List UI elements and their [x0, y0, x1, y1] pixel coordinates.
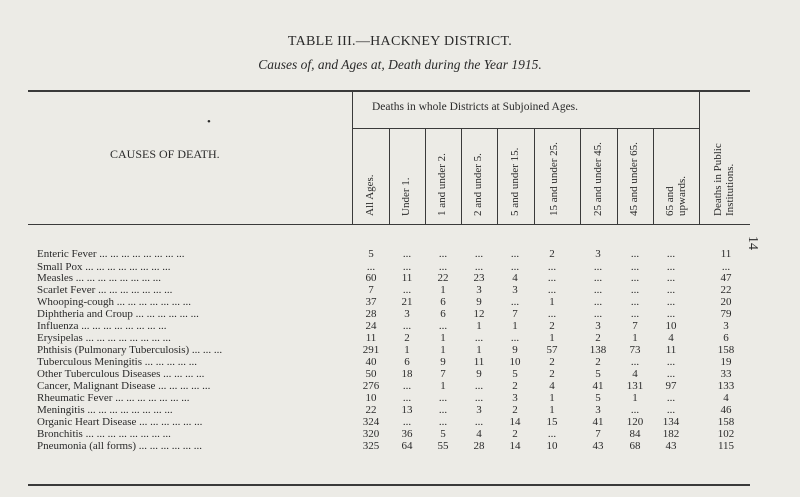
table-cell: 133 [717, 380, 735, 392]
table-cell: 1 [440, 284, 446, 296]
table-cell: 3 [512, 284, 518, 296]
table-cell: 2 [512, 380, 518, 392]
table-cell: ... [666, 368, 676, 380]
cause-label: Small Pox ... ... ... ... ... ... ... ... [37, 261, 171, 273]
table-cell: ... [547, 272, 557, 284]
table-cell: 6 [404, 356, 410, 368]
table-cell: 3 [512, 392, 518, 404]
table-row [0, 440, 800, 452]
table-cell: 6 [723, 332, 729, 344]
table-cell: 41 [592, 416, 604, 428]
table-cell: 64 [401, 440, 413, 452]
col-header-25-45: 25 and under 45. [592, 142, 604, 216]
table-cell: ... [402, 320, 412, 332]
table-cell: 1 [549, 404, 555, 416]
public-column-rule [699, 91, 700, 225]
table-cell: 7 [440, 368, 446, 380]
table-cell: 79 [720, 308, 732, 320]
table-cell: 9 [440, 356, 446, 368]
table-cell: 10 [546, 440, 558, 452]
table-cell: 14 [509, 440, 521, 452]
table-cell: 1 [632, 332, 638, 344]
col-rule [425, 129, 426, 225]
table-cell: 5 [595, 392, 601, 404]
table-cell: ... [402, 416, 412, 428]
table-cell: ... [666, 392, 676, 404]
table-cell: 11 [401, 272, 413, 284]
table-cell: ... [666, 261, 676, 273]
table-cell: ... [474, 332, 484, 344]
table-cell: ... [721, 261, 731, 273]
table-cell: ... [402, 248, 412, 260]
table-row [0, 380, 800, 392]
table-cell: 2 [595, 356, 601, 368]
table-cell: ... [630, 272, 640, 284]
table-cell: ... [402, 380, 412, 392]
table-cell: ... [366, 261, 376, 273]
table-cell: ... [666, 404, 676, 416]
table-cell: 33 [720, 368, 732, 380]
table-cell: 5 [440, 428, 446, 440]
table-row [0, 392, 800, 404]
table-cell: 11 [665, 344, 677, 356]
table-cell: 2 [512, 428, 518, 440]
table-cell: 9 [512, 344, 518, 356]
cause-label: Bronchitis ... ... ... ... ... ... ... ... [37, 428, 171, 440]
table-cell: ... [666, 272, 676, 284]
table-cell: 1 [632, 392, 638, 404]
col-rule [461, 129, 462, 225]
cause-label: Whooping-cough ... ... ... ... ... ... ... [37, 296, 191, 308]
col-header-all-ages: All Ages. [364, 174, 376, 216]
causes-header: CAUSES OF DEATH. [110, 147, 220, 161]
table-cell: 4 [668, 332, 674, 344]
table-cell: 115 [717, 440, 735, 452]
table-cell: ... [593, 272, 603, 284]
table-cell: 2 [404, 332, 410, 344]
table-cell: 28 [473, 440, 485, 452]
table-cell: ... [630, 248, 640, 260]
table-cell: ... [547, 284, 557, 296]
table-cell: ... [438, 416, 448, 428]
table-cell: 14 [509, 416, 521, 428]
table-cell: 7 [512, 308, 518, 320]
col-header-65-up: 65 and upwards. [664, 175, 688, 216]
table-cell: ... [666, 308, 676, 320]
table-cell: 3 [476, 284, 482, 296]
table-cell: ... [666, 248, 676, 260]
table-cell: 182 [662, 428, 680, 440]
table-row [0, 368, 800, 380]
table-cell: 60 [365, 272, 377, 284]
table-cell: ... [402, 261, 412, 273]
table-cell: ... [593, 284, 603, 296]
table-row [0, 284, 800, 296]
table-cell: 3 [595, 404, 601, 416]
table-cell: 291 [362, 344, 380, 356]
table-cell: 324 [362, 416, 380, 428]
table-cell: 22 [720, 284, 732, 296]
table-row [0, 416, 800, 428]
col-header-under-1: Under 1. [400, 177, 412, 216]
table-cell: 21 [401, 296, 413, 308]
ages-group-header: Deaths in whole Districts at Subjoined Ages. [372, 101, 579, 113]
table-cell: 1 [549, 296, 555, 308]
table-cell: 4 [549, 380, 555, 392]
table-cell: ... [630, 284, 640, 296]
col-header-5-15: 5 and under 15. [509, 147, 521, 216]
col-rule [534, 129, 535, 225]
table-row [0, 248, 800, 260]
table-cell: ... [630, 356, 640, 368]
table-cell: 5 [368, 248, 374, 260]
table-cell: 12 [473, 308, 485, 320]
table-cell: 6 [440, 308, 446, 320]
table-cell: ... [593, 308, 603, 320]
group-header-rule [352, 128, 699, 129]
table-cell: 120 [626, 416, 644, 428]
table-cell: ... [510, 296, 520, 308]
table-cell: 4 [512, 272, 518, 284]
table-cell: 2 [549, 248, 555, 260]
table-cell: ... [474, 380, 484, 392]
table-cell: 3 [595, 248, 601, 260]
table-cell: ... [510, 261, 520, 273]
cause-label: Tuberculous Meningitis ... ... ... ... ... [37, 356, 198, 368]
table-cell: ... [547, 428, 557, 440]
col-rule [653, 129, 654, 225]
cause-label: Influenza ... ... ... ... ... ... ... ... [37, 320, 167, 332]
table-row [0, 404, 800, 416]
table-cell: ... [666, 284, 676, 296]
table-cell: 6 [440, 296, 446, 308]
table-cell: ... [547, 308, 557, 320]
col-header-2-5: 2 and under 5. [472, 153, 484, 216]
table-cell: 5 [512, 368, 518, 380]
table-cell: 3 [404, 308, 410, 320]
table-cell: ... [402, 392, 412, 404]
table-cell: 11 [473, 356, 485, 368]
col-rule [580, 129, 581, 225]
cause-label: Enteric Fever ... ... ... ... ... ... ... ... [37, 248, 185, 260]
cause-label: Meningitis ... ... ... ... ... ... ... ... [37, 404, 173, 416]
table-cell: 7 [595, 428, 601, 440]
table-cell: 2 [595, 332, 601, 344]
table-cell: ... [474, 392, 484, 404]
table-cell: ... [402, 284, 412, 296]
table-row [0, 332, 800, 344]
table-cell: 68 [629, 440, 641, 452]
table-cell: 1 [440, 344, 446, 356]
table-cell: 102 [717, 428, 735, 440]
table-subtitle: Causes of, and Ages at, Death during the Year 1915. [258, 57, 542, 72]
table-cell: 4 [632, 368, 638, 380]
table-cell: 2 [549, 320, 555, 332]
table-row [0, 356, 800, 368]
table-cell: 3 [476, 404, 482, 416]
table-cell: 131 [626, 380, 644, 392]
header-dot: • [207, 116, 211, 128]
table-cell: 1 [549, 332, 555, 344]
table-cell: 24 [365, 320, 377, 332]
table-cell: 11 [720, 248, 732, 260]
cause-label: Cancer, Malignant Disease ... ... ... ... ... [37, 380, 211, 392]
cause-label: Phthisis (Pulmonary Tuberculosis) ... ... ... [37, 344, 223, 356]
table-cell: 2 [512, 404, 518, 416]
col-rule [617, 129, 618, 225]
table-cell: 3 [723, 320, 729, 332]
table-cell: 158 [717, 416, 735, 428]
table-cell: ... [510, 248, 520, 260]
table-cell: ... [438, 261, 448, 273]
table-cell: 4 [476, 428, 482, 440]
table-cell: ... [438, 392, 448, 404]
table-cell: ... [593, 261, 603, 273]
table-cell: 43 [592, 440, 604, 452]
table-row [0, 272, 800, 284]
table-cell: 7 [368, 284, 374, 296]
table-cell: ... [630, 296, 640, 308]
table-cell: 10 [365, 392, 377, 404]
table-cell: 22 [437, 272, 449, 284]
table-cell: 23 [473, 272, 485, 284]
table-cell: 276 [362, 380, 380, 392]
table-cell: 5 [595, 368, 601, 380]
table-row [0, 344, 800, 356]
table-cell: ... [438, 404, 448, 416]
table-cell: 46 [720, 404, 732, 416]
table-cell: 2 [549, 368, 555, 380]
table-cell: 18 [401, 368, 413, 380]
table-cell: ... [438, 248, 448, 260]
table-cell: 57 [546, 344, 558, 356]
table-cell: 50 [365, 368, 377, 380]
table-cell: 15 [546, 416, 558, 428]
table-cell: 19 [720, 356, 732, 368]
table-cell: ... [630, 261, 640, 273]
bottom-rule [28, 484, 750, 486]
page-number: 14 [745, 236, 760, 250]
table-cell: 22 [365, 404, 377, 416]
table-cell: 41 [592, 380, 604, 392]
table-row [0, 296, 800, 308]
cause-label: Diphtheria and Croup ... ... ... ... ... ... [37, 308, 199, 320]
table-cell: ... [547, 261, 557, 273]
table-cell: 20 [720, 296, 732, 308]
col-header-1-2: 1 and under 2. [436, 153, 448, 216]
cause-label: Organic Heart Disease ... ... ... ... ... ... [37, 416, 203, 428]
table-cell: 1 [404, 344, 410, 356]
table-cell: 134 [662, 416, 680, 428]
table-row [0, 308, 800, 320]
table-cell: ... [630, 404, 640, 416]
table-cell: 10 [509, 356, 521, 368]
table-cell: 40 [365, 356, 377, 368]
col-rule [497, 129, 498, 225]
table-cell: ... [510, 332, 520, 344]
table-cell: 73 [629, 344, 641, 356]
table-cell: 47 [720, 272, 732, 284]
table-cell: 37 [365, 296, 377, 308]
table-cell: 28 [365, 308, 377, 320]
col-header-15-25: 15 and under 25. [548, 142, 560, 216]
table-cell: 10 [665, 320, 677, 332]
table-cell: ... [474, 416, 484, 428]
top-rule [28, 90, 750, 92]
table-cell: 2 [549, 356, 555, 368]
table-cell: 1 [476, 344, 482, 356]
table-cell: 13 [401, 404, 413, 416]
table-cell: ... [474, 248, 484, 260]
cause-label: Rheumatic Fever ... ... ... ... ... ... ... [37, 392, 190, 404]
table-cell: 7 [632, 320, 638, 332]
table-cell: 1 [440, 380, 446, 392]
cause-label: Other Tuberculous Diseases ... ... ... ... [37, 368, 205, 380]
table-cell: ... [593, 296, 603, 308]
cause-label: Erysipelas ... ... ... ... ... ... ... ... [37, 332, 171, 344]
table-cell: 158 [717, 344, 735, 356]
cause-label: Pneumonia (all forms) ... ... ... ... ... ... [37, 440, 202, 452]
table-cell: 9 [476, 368, 482, 380]
col-rule [389, 129, 390, 225]
table-cell: 1 [512, 320, 518, 332]
table-cell: 9 [476, 296, 482, 308]
table-row [0, 320, 800, 332]
table-cell: ... [474, 261, 484, 273]
table-cell: ... [666, 356, 676, 368]
cause-label: Scarlet Fever ... ... ... ... ... ... ... [37, 284, 173, 296]
table-cell: 320 [362, 428, 380, 440]
table-cell: ... [666, 296, 676, 308]
table-cell: 3 [595, 320, 601, 332]
table-cell: 1 [476, 320, 482, 332]
causes-column-rule [352, 91, 353, 225]
table-cell: ... [438, 320, 448, 332]
table-cell: 1 [440, 332, 446, 344]
table-cell: 138 [589, 344, 607, 356]
table-row [0, 428, 800, 440]
col-header-45-65: 45 and under 65. [628, 142, 640, 216]
cause-label: Measles ... ... ... ... ... ... ... ... [37, 272, 162, 284]
table-title: TABLE III.—HACKNEY DISTRICT. [287, 34, 513, 49]
table-cell: 4 [723, 392, 729, 404]
table-cell: 1 [549, 392, 555, 404]
table-cell: 11 [365, 332, 377, 344]
table-cell: ... [630, 308, 640, 320]
table-cell: 84 [629, 428, 641, 440]
col-header-public-institutions: Deaths in Public Institutions. [712, 143, 736, 216]
table-cell: 36 [401, 428, 413, 440]
table-cell: 55 [437, 440, 449, 452]
table-cell: 43 [665, 440, 677, 452]
table-cell: 97 [665, 380, 677, 392]
table-cell: 325 [362, 440, 380, 452]
